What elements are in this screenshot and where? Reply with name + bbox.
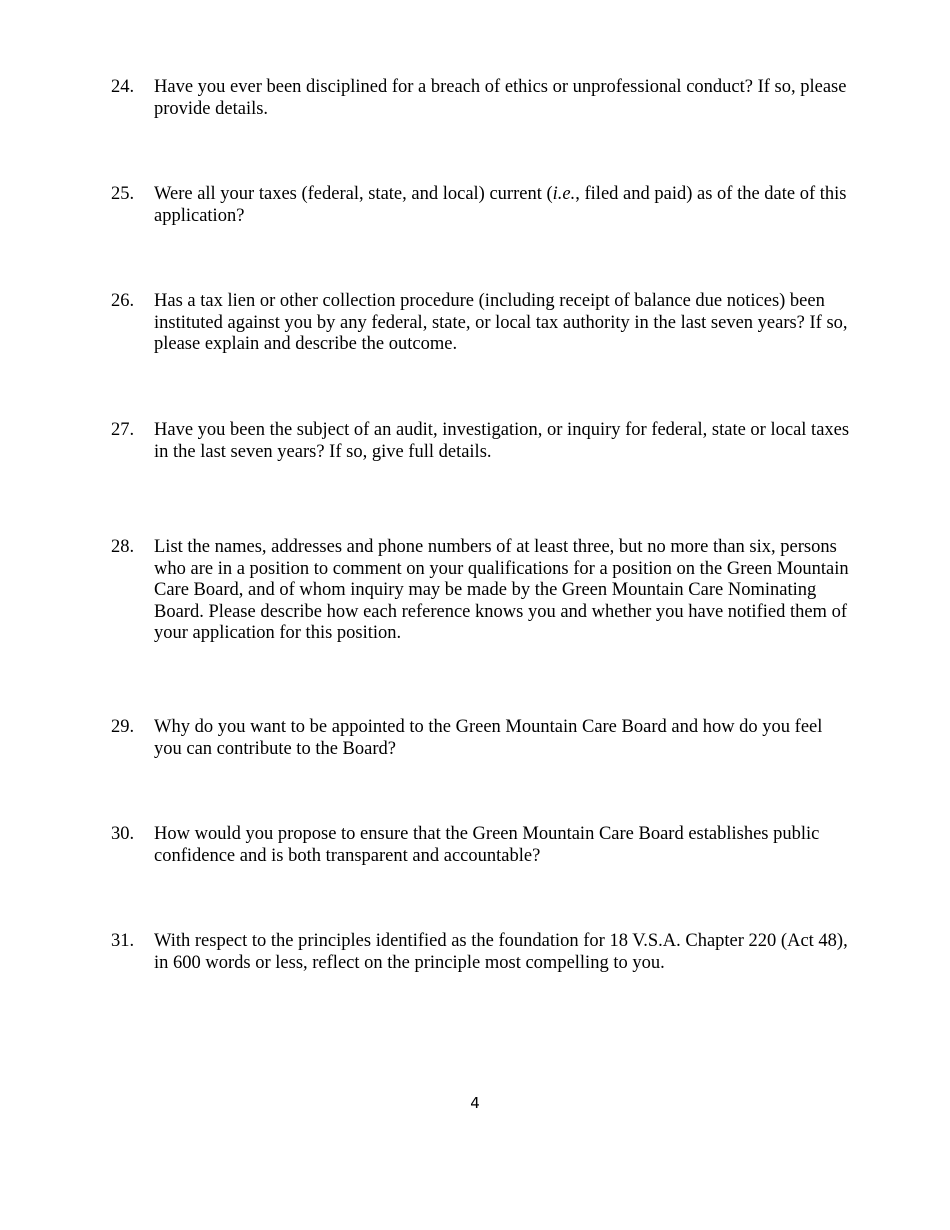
question-number: 26. [111, 291, 135, 311]
question-number: 27. [111, 420, 135, 440]
question-25 [111, 184, 851, 227]
question-27 [111, 420, 851, 463]
question-24 [111, 77, 851, 120]
question-text: With respect to the principles identified as the foundation for 18 V.S.A. Chapter 220 (Act 48), in 600 words or less, reflect on the principle most compelling to you. [154, 931, 848, 973]
question-text-part: , filed and paid) as of the date of this application? [154, 184, 847, 226]
question-text [154, 184, 851, 227]
question-29 [111, 717, 851, 760]
question-number: 31. [111, 931, 135, 951]
question-text: Has a tax lien or other collection procedure (including receipt of balance due notices) been instituted against you by any federal, state, or local tax authority in the last seven years? If so, please explain and describe the outcome. [154, 291, 848, 355]
question-number: 29. [111, 717, 135, 737]
question-31 [111, 931, 851, 974]
question-number: 25. [111, 184, 135, 204]
question-text: Why do you want to be appointed to the Green Mountain Care Board and how do you feel you can contribute to the Board? [154, 717, 823, 759]
question-text: List the names, addresses and phone numbers of at least three, but no more than six, persons who are in a position to comment on your qualifications for a position on the Green Mountain Care Board, and of whom inquiry may be made by the Green Mountain Care Nominating Board. Please describe how each reference knows you and whether you have notified them of your application for this position. [154, 537, 849, 644]
question-30 [111, 824, 851, 867]
question-text-italic: i.e. [552, 184, 576, 204]
question-number: 24. [111, 77, 135, 97]
question-number: 28. [111, 537, 135, 557]
question-26 [111, 291, 851, 356]
question-text: Have you ever been disciplined for a breach of ethics or unprofessional conduct? If so, please provide details. [154, 77, 847, 119]
question-text-part: Were all your taxes (federal, state, and local) current ( [154, 184, 553, 204]
page-number: 4 [470, 1094, 480, 1112]
question-number: 30. [111, 824, 135, 844]
question-text: Have you been the subject of an audit, investigation, or inquiry for federal, state or local taxes in the last seven years? If so, give full details. [154, 420, 850, 462]
question-28 [111, 537, 851, 645]
question-text: How would you propose to ensure that the Green Mountain Care Board establishes public confidence and is both transparent and accountable? [154, 824, 820, 866]
